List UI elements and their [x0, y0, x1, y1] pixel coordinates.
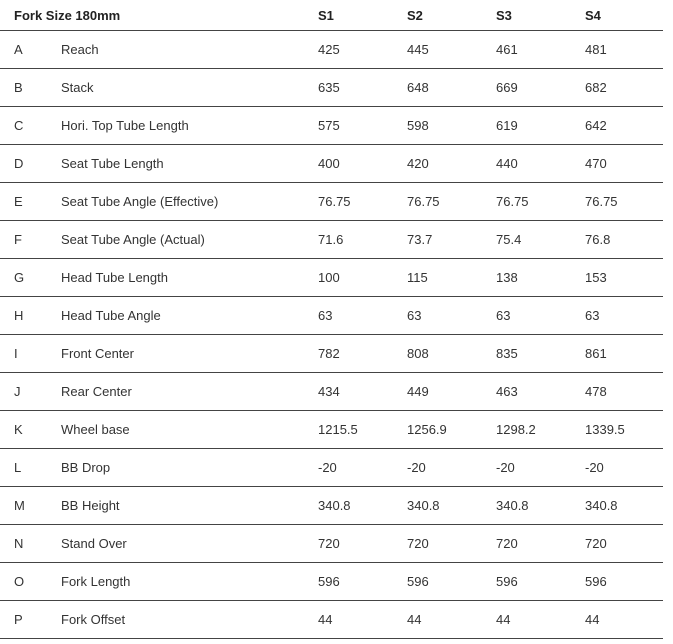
row-label: Fork Length: [61, 574, 131, 589]
row-letter: H: [14, 308, 24, 323]
table-row: [0, 31, 663, 69]
value-cell-s2: 445: [407, 42, 429, 57]
table-row: [0, 601, 663, 639]
row-letter: F: [14, 232, 22, 247]
table-row: [0, 487, 663, 525]
value-cell-s4: 682: [585, 80, 607, 95]
row-letter: N: [14, 536, 24, 551]
value-cell-s4: 153: [585, 270, 607, 285]
row-label: Head Tube Angle: [61, 308, 161, 323]
table-body: [0, 31, 663, 639]
row-letter: K: [14, 422, 23, 437]
table-header-row: [0, 0, 663, 31]
value-cell-s4: 470: [585, 156, 607, 171]
value-cell-s1: 76.75: [318, 194, 351, 209]
row-letter: G: [14, 270, 25, 285]
row-letter: A: [14, 42, 23, 57]
row-letter: I: [14, 346, 18, 361]
value-cell-s1: 340.8: [318, 498, 351, 513]
value-cell-s3: 340.8: [496, 498, 529, 513]
value-cell-s4: 63: [585, 308, 600, 323]
value-cell-s2: 596: [407, 574, 429, 589]
table-row: [0, 183, 663, 221]
value-cell-s1: 782: [318, 346, 340, 361]
row-label: Reach: [61, 42, 99, 57]
row-label: Stand Over: [61, 536, 127, 551]
table-row: [0, 221, 663, 259]
value-cell-s2: 449: [407, 384, 429, 399]
value-cell-s3: 596: [496, 574, 518, 589]
table-row: [0, 69, 663, 107]
row-letter: C: [14, 118, 24, 133]
size-header-s3: S3: [496, 7, 512, 23]
value-cell-s2: 720: [407, 536, 429, 551]
table-row: [0, 411, 663, 449]
size-header-s1: S1: [318, 7, 334, 23]
value-cell-s4: -20: [585, 460, 604, 475]
row-letter: O: [14, 574, 25, 589]
value-cell-s3: 835: [496, 346, 518, 361]
table-row: [0, 335, 663, 373]
row-label: Seat Tube Angle (Effective): [61, 194, 219, 209]
value-cell-s1: 63: [318, 308, 333, 323]
value-cell-s3: 440: [496, 156, 518, 171]
value-cell-s1: 71.6: [318, 232, 344, 247]
size-header-s4: S4: [585, 7, 601, 23]
value-cell-s2: 598: [407, 118, 429, 133]
value-cell-s4: 481: [585, 42, 607, 57]
row-label: Stack: [61, 80, 94, 95]
row-label: Head Tube Length: [61, 270, 168, 285]
row-label: Seat Tube Length: [61, 156, 164, 171]
row-letter: E: [14, 194, 23, 209]
value-cell-s3: 1298.2: [496, 422, 536, 437]
value-cell-s4: 596: [585, 574, 607, 589]
value-cell-s4: 861: [585, 346, 607, 361]
value-cell-s3: 44: [496, 612, 511, 627]
value-cell-s4: 76.8: [585, 232, 611, 247]
value-cell-s2: 420: [407, 156, 429, 171]
table-row: [0, 297, 663, 335]
row-letter: M: [14, 498, 25, 513]
fork-size-title: Fork Size 180mm: [14, 7, 121, 23]
size-header-s2: S2: [407, 7, 423, 23]
value-cell-s1: 575: [318, 118, 340, 133]
row-letter: P: [14, 612, 23, 627]
value-cell-s3: 669: [496, 80, 518, 95]
row-label: Seat Tube Angle (Actual): [61, 232, 205, 247]
row-letter: L: [14, 460, 22, 475]
value-cell-s1: 720: [318, 536, 340, 551]
value-cell-s1: -20: [318, 460, 337, 475]
value-cell-s2: 63: [407, 308, 422, 323]
value-cell-s2: 340.8: [407, 498, 440, 513]
table-row: [0, 563, 663, 601]
value-cell-s2: 648: [407, 80, 429, 95]
value-cell-s1: 44: [318, 612, 333, 627]
value-cell-s2: -20: [407, 460, 426, 475]
table-row: [0, 525, 663, 563]
value-cell-s1: 425: [318, 42, 340, 57]
value-cell-s1: 400: [318, 156, 340, 171]
value-cell-s4: 44: [585, 612, 600, 627]
value-cell-s1: 1215.5: [318, 422, 358, 437]
row-label: Fork Offset: [61, 612, 126, 627]
value-cell-s2: 1256.9: [407, 422, 447, 437]
row-letter: B: [14, 80, 23, 95]
value-cell-s1: 635: [318, 80, 340, 95]
row-letter: J: [14, 384, 21, 399]
table-row: [0, 373, 663, 411]
value-cell-s3: 619: [496, 118, 518, 133]
row-label: Hori. Top Tube Length: [61, 118, 189, 133]
value-cell-s3: 463: [496, 384, 518, 399]
row-letter: D: [14, 156, 24, 171]
row-label: BB Drop: [61, 460, 111, 475]
value-cell-s1: 596: [318, 574, 340, 589]
value-cell-s1: 100: [318, 270, 340, 285]
value-cell-s2: 808: [407, 346, 429, 361]
value-cell-s4: 720: [585, 536, 607, 551]
value-cell-s4: 1339.5: [585, 422, 625, 437]
table-row: [0, 145, 663, 183]
value-cell-s4: 642: [585, 118, 607, 133]
value-cell-s1: 434: [318, 384, 340, 399]
value-cell-s3: 63: [496, 308, 511, 323]
value-cell-s3: 461: [496, 42, 518, 57]
row-label: BB Height: [61, 498, 120, 513]
row-label: Wheel base: [61, 422, 130, 437]
value-cell-s4: 340.8: [585, 498, 618, 513]
value-cell-s3: 76.75: [496, 194, 529, 209]
row-label: Front Center: [61, 346, 134, 361]
value-cell-s4: 76.75: [585, 194, 618, 209]
value-cell-s2: 73.7: [407, 232, 433, 247]
value-cell-s2: 44: [407, 612, 422, 627]
value-cell-s3: -20: [496, 460, 515, 475]
row-label: Rear Center: [61, 384, 132, 399]
value-cell-s2: 115: [407, 270, 428, 285]
value-cell-s3: 75.4: [496, 232, 522, 247]
table-row: [0, 107, 663, 145]
value-cell-s3: 720: [496, 536, 518, 551]
value-cell-s3: 138: [496, 270, 518, 285]
table-row: [0, 449, 663, 487]
value-cell-s4: 478: [585, 384, 607, 399]
table-row: [0, 259, 663, 297]
value-cell-s2: 76.75: [407, 194, 440, 209]
